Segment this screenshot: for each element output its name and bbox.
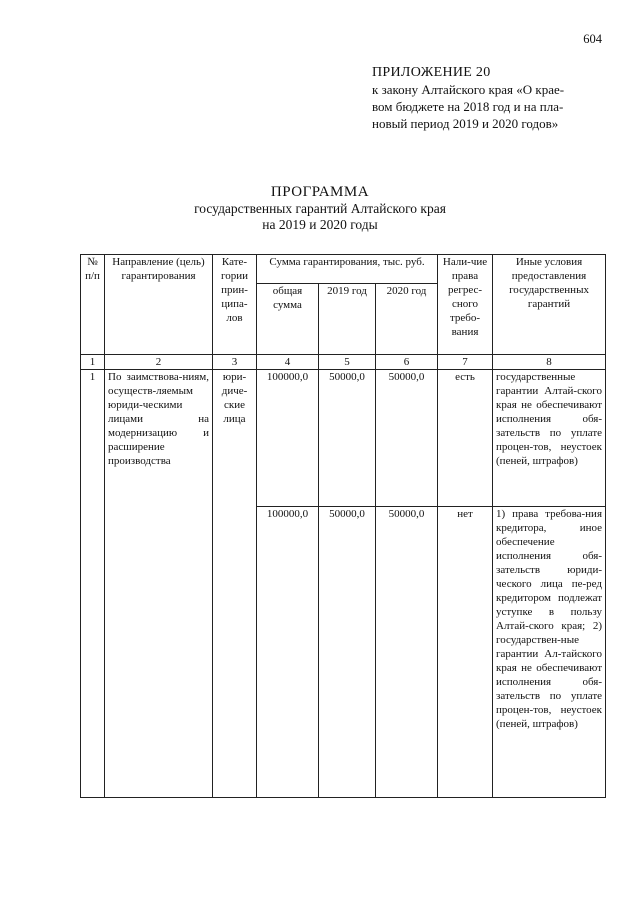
appendix-block xyxy=(372,64,602,132)
table-row xyxy=(81,370,606,507)
header-row xyxy=(81,255,606,284)
row-regress: есть xyxy=(438,370,493,507)
col-number: 3 xyxy=(213,355,257,370)
col-number: 4 xyxy=(257,355,319,370)
header-sum-group: Сумма гарантирования, тыс. руб. xyxy=(257,255,438,284)
header-sum-total: общая сумма xyxy=(257,284,319,355)
col-number: 8 xyxy=(493,355,606,370)
header-num: № п/п xyxy=(81,255,105,355)
col-number: 5 xyxy=(319,355,376,370)
document-title xyxy=(0,183,640,233)
guarantees-table xyxy=(80,254,606,798)
title-line1: государственных гарантий Алтайского края xyxy=(194,201,446,216)
header-direction: Направление (цель) гарантирования xyxy=(105,255,213,355)
row-category: юри-диче-ские лица xyxy=(213,370,257,798)
col-number: 6 xyxy=(376,355,438,370)
row-direction: По заимствова-ниям, осуществ-ляемым юриди-ческими лицами на модернизацию и расширение производства xyxy=(105,370,213,798)
appendix-line: вом бюджете на 2018 год и на пла- xyxy=(372,99,564,114)
appendix-heading: ПРИЛОЖЕНИЕ 20 xyxy=(372,65,491,80)
title-main: ПРОГРАММА xyxy=(270,184,370,200)
col-number: 2 xyxy=(105,355,213,370)
appendix-line: новый период 2019 и 2020 годов» xyxy=(372,116,559,131)
row-other-conditions: 1) права требова-ния кредитора, иное обеспечение исполнения обя-зательств юриди-ческого лица пе-ред кредитором подлежат уступке в пользу Алтай-ского края; 2) государствен-ные гарантии Ал-тайского края не обеспечивают исполнения обя-зательств по уплате процен-тов, неустоек (пеней, штрафов) xyxy=(493,507,606,798)
row-2019: 50000,0 xyxy=(319,370,376,507)
appendix-line: к закону Алтайского края «О крае- xyxy=(372,82,565,97)
row-num: 1 xyxy=(81,370,105,798)
row-2020: 50000,0 xyxy=(376,507,438,798)
page-number: 604 xyxy=(583,32,602,46)
col-number: 7 xyxy=(438,355,493,370)
column-numbers-row xyxy=(81,355,606,370)
header-2019: 2019 год xyxy=(319,284,376,355)
title-line2: на 2019 и 2020 годы xyxy=(262,217,378,232)
header-regress: Нали-чие права регрес-сного требо-вания xyxy=(438,255,493,355)
row-2020: 50000,0 xyxy=(376,370,438,507)
row-regress: нет xyxy=(438,507,493,798)
header-category: Кате-гории прин-ципа-лов xyxy=(213,255,257,355)
header-2020: 2020 год xyxy=(376,284,438,355)
row-total: 100000,0 xyxy=(257,507,319,798)
header-other-conditions: Иные условия предоставления государственных гарантий xyxy=(493,255,606,355)
row-total: 100000,0 xyxy=(257,370,319,507)
col-number: 1 xyxy=(81,355,105,370)
row-2019: 50000,0 xyxy=(319,507,376,798)
row-other-conditions: государственные гарантии Алтай-ского края не обеспечивают исполнения обя-зательств по уплате процен-тов, неустоек (пеней, штрафов) xyxy=(493,370,606,507)
